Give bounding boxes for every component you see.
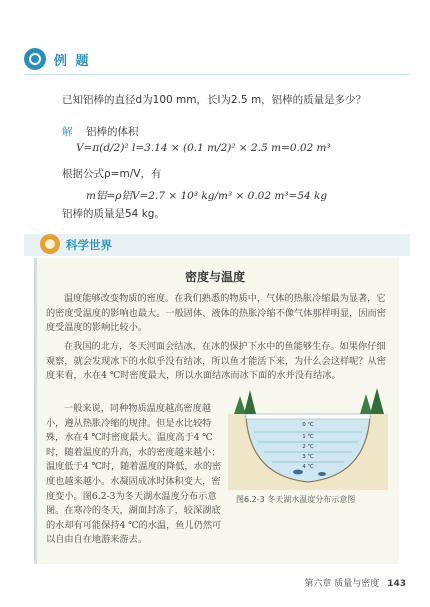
globe-icon-center [45, 239, 55, 249]
example-badge-ring [29, 53, 41, 65]
divider [24, 74, 410, 75]
page-number: 143 [387, 579, 406, 589]
mass-formula: m铝=ρ铝V=2.7 × 10³ kg/m³ × 0.02 m³=54 kg [86, 190, 328, 202]
temp-label-0: 0 ℃ [302, 422, 314, 428]
solution-step-2: 根据公式ρ=m/V，有 [62, 168, 162, 180]
temp-label-1: 1 ℃ [302, 434, 314, 440]
solution-label: 解 [62, 126, 73, 138]
problem-text: 已知铝棒的直径d为100 mm，长l为2.5 m，铝棒的质量是多少？ [62, 94, 367, 106]
temp-label-4: 4 ℃ [302, 464, 314, 470]
lake-temperature-figure [228, 386, 388, 490]
paragraph-2: 在我国的北方，冬天河面会结冰，在冰的保护下水中的鱼能够生存。如果你仔细观察，就会发现冰下的水似乎没有结冰，所以鱼才能活下来，为什么会这样呢？从密度来看，水在4 ℃时密度最大，所以水面结冰而冰下面的水并没有结冰。 [46, 341, 386, 382]
fish-icon [293, 470, 303, 475]
paragraph-1: 温度能够改变物质的密度。在我们熟悉的物质中，气体的热胀冷缩最为显著，它的密度受温度的影响也最大。一般固体、液体的热胀冷缩不像气体那样明显，因而密度受温度的影响比较小。 [46, 293, 386, 334]
figure-caption: 图6.2-3 冬天湖水温度分布示意图 [236, 495, 356, 504]
volume-formula: V=π(d/2)² l=3.14 × (0.1 m/2)² × 2.5 m=0.02 m³ [76, 142, 331, 154]
example-heading: 例 题 [54, 54, 91, 69]
temp-label-3: 3 ℃ [302, 454, 314, 460]
page-footer [304, 576, 406, 589]
science-world-label: 科学世界 [66, 238, 112, 252]
chapter-title: 第六章 质量与密度 [304, 579, 380, 589]
reading-title: 密度与温度 [184, 270, 245, 284]
temp-label-2: 2 ℃ [302, 444, 314, 450]
solution-step-1: 铝棒的体积 [86, 126, 139, 138]
paragraph-3: 一般来说，同种物质温度越高密度越小，遵从热胀冷缩的规律。但是水比较特殊，水在4 ℃时密度最大。温度高于4 ℃时，随着温度的升高，水的密度越来越小；温度低于4 ℃时，随着温度的降低，水的密度也越来越小。水凝固成冰时体积变大，密度变小。图6.2-3为冬天湖水温度分布示意图。在寒冷的冬天，湖面封冻了，较深湖底的水却有可能保持4 ℃的水温，鱼儿仍然可以自由自在地游来游去。 [46, 403, 222, 546]
fish-icon [318, 472, 326, 476]
answer-text: 铝棒的质量是54 kg。 [62, 208, 165, 220]
